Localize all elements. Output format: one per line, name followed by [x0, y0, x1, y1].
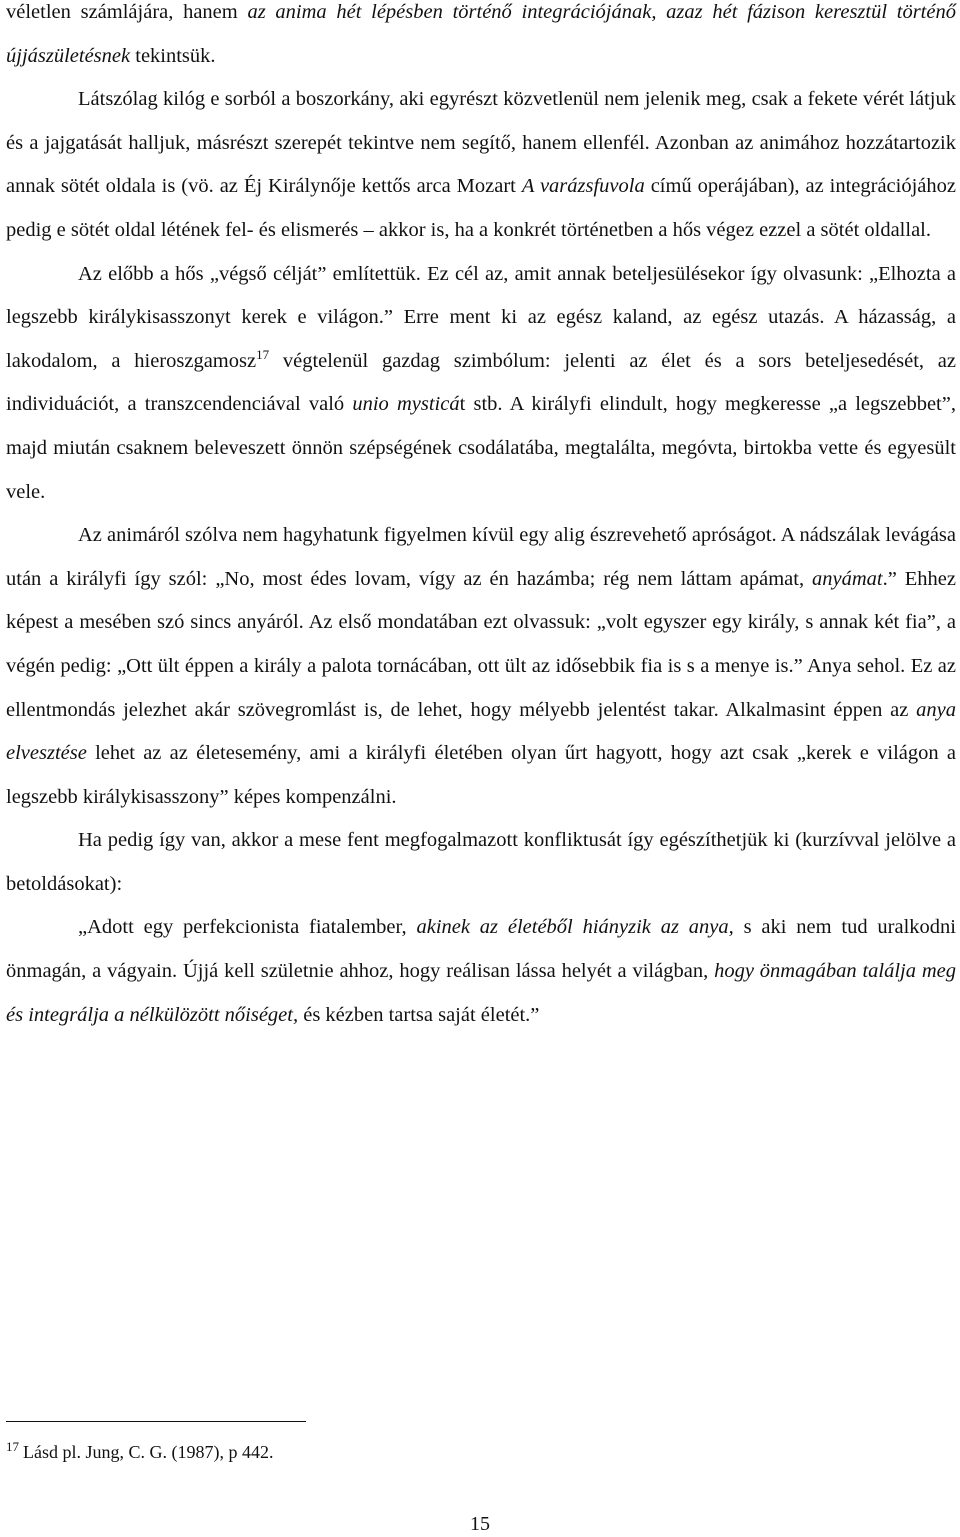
italic-text: anyámat [812, 567, 883, 590]
paragraph [6, 253, 956, 515]
text-run: Az animáról szólva nem hagyhatunk figyelmen kívül egy alig észrevehető apróságot. A nádszálak levágása után a királyfi így szól: „No, most édes lovam, vígy az én hazámba; rég nem láttam apámat, [6, 524, 956, 590]
text-run: Az előbb a hős „végső célját” említettük. Ez cél az, amit annak beteljesülésekor így olvasunk: „Elhozta a legszebb királykisasszonyt kerek e világon.” Erre ment ki az egész kaland, az egész utazás. A házasság, a lakodalom, a hieroszgamosz [6, 262, 956, 372]
text-run: t stb. A királyfi elindult, hogy megkeresse „a legszebbet”, majd miután csaknem beleveszett önnön szépségének csodálatába, megtalálta, megóvta, birtokba vette és egyesült vele. [6, 393, 956, 503]
text-run: véletlen számlájára, hanem [6, 1, 248, 23]
paragraph [6, 0, 956, 78]
italic-text: az anima hét lépésben történő integrációjának, azaz hét fázison keresztül történő újjászületésnek [6, 1, 956, 67]
text-run: végtelenül gazdag szimbólum: jelenti az élet és a sors beteljesedését, az individuációt, a transzcendenciával való [6, 349, 956, 416]
italic-text: akinek az életéből hiányzik az anya, [416, 916, 734, 939]
text-run: című operájában), az integrációjához pedig e sötét oldal létének fel- és elismerés – akkor is, ha a konkrét történetben a hős végez ezzel a sötét oldallal. [6, 175, 956, 241]
page-number: 15 [470, 1513, 490, 1535]
paragraph [6, 819, 956, 906]
italic-text: anya elvesztése [6, 698, 956, 765]
text-run: .” Ehhez képest a mesében szó sincs anyáról. Az első mondatában ezt olvassuk: „volt egyszer egy király, s annak két fia”, a végén pedig: „Ott ült éppen a király a palota tornácában, ott ült az idősebbik fia is s a menye is.” Anya sehol. Ez az ellentmondás jelezhet akár szövegromlást is, de lehet, hogy mélyebb jelentést takar. Alkalmasint éppen az [6, 567, 957, 721]
text-run: „Adott egy perfekcionista fiatalember, [78, 916, 417, 939]
paragraph [6, 906, 956, 1037]
text-run: s aki nem tud uralkodni önmagán, a vágyain. Újjá kell születnie ahhoz, hogy reálisan lássa helyét a világban, [6, 916, 956, 983]
text-run: Ha pedig így van, akkor a mese fent megfogalmazott konfliktusát így egészíthetjük ki (kurzívval jelölve a betoldásokat): [6, 829, 956, 895]
footnote [6, 1440, 274, 1464]
body-text [6, 0, 956, 1037]
paragraph [6, 78, 956, 252]
text-run: lehet az az életesemény, ami a királyfi életében olyan űrt hagyott, hogy azt csak „kerek e világon a legszebb királykisasszony” képes kompenzálni. [6, 742, 956, 808]
footnote-text: Lásd pl. Jung, C. G. (1987), p 442. [23, 1442, 274, 1462]
footnote-separator [6, 1421, 306, 1422]
footnote-reference: 17 [256, 346, 270, 362]
paragraph [6, 514, 956, 819]
text-run: Látszólag kilóg e sorból a boszorkány, aki egyrészt közvetlenül nem jelenik meg, csak a fekete vérét látjuk és a jajgatását halljuk, másrészt szerepét tekintve nem segítő, hanem ellenfél. Azonban az animához hozzátartozik annak sötét oldala is (vö. az Éj Királynője kettős arca Mozart [6, 88, 956, 198]
footnote-marker: 17 [6, 1439, 19, 1454]
italic-text: hogy önmagában találja meg és integrálja a nélkülözött nőiséget, [6, 960, 956, 1026]
text-run: tekintsük. [130, 44, 216, 67]
italic-text: unio mysticá [352, 393, 460, 416]
italic-text: A varázsfuvola [521, 175, 645, 198]
text-run: és kézben tartsa saját életét.” [298, 1003, 540, 1026]
